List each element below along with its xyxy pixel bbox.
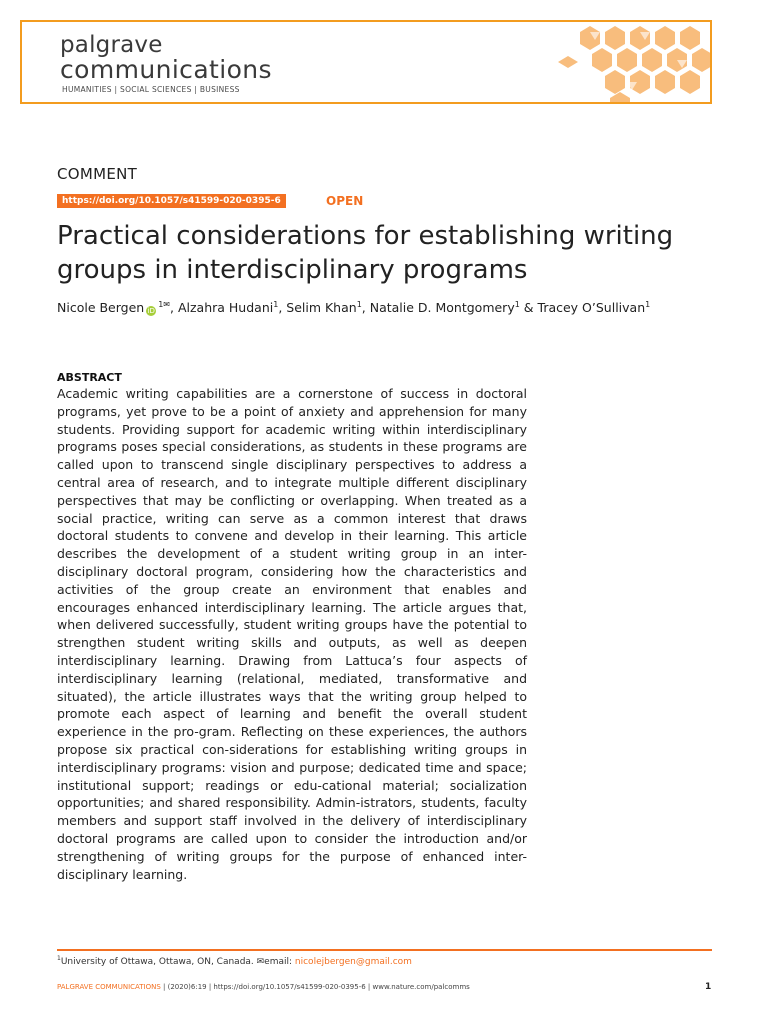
author-affiliation-sup: 1 <box>514 300 520 309</box>
brand-tagline: HUMANITIES | SOCIAL SCIENCES | BUSINESS <box>62 85 240 94</box>
author-list <box>57 300 650 316</box>
author-affiliation-sup: 1✉ <box>158 300 171 309</box>
email-link[interactable]: nicolejbergen@gmail.com <box>294 957 412 967</box>
page-number: 1 <box>705 982 712 992</box>
hexagon-pattern-icon <box>550 22 710 104</box>
doi-link[interactable]: https://doi.org/10.1057/s41599-020-0395-6 <box>57 194 286 208</box>
author-name[interactable]: , Selim Khan <box>278 300 357 316</box>
journal-name: PALGRAVE COMMUNICATIONS <box>57 983 161 991</box>
orcid-icon[interactable]: iD <box>147 307 155 316</box>
author-affiliation-sup: 1 <box>273 300 279 309</box>
abstract-heading: ABSTRACT <box>57 371 122 384</box>
abstract-text: Academic writing capabilities are a cornerstone of success in doctoral programs, yet prove to be a point of anxiety and apprehension for many students. Providing support for academic writing within interdisciplinary programs poses special considerations, as students in these programs are called upon to transcend single disciplinary perspectives to address a central area of research, and to integrate multiple different disciplinary perspectives that may be conflicting or overlapping. When treated as a social practice, writing can serve as a common interest that draws doctoral students to convene and develop in their learning. This article describes the development of a student writing group in an inter-disciplinary doctoral program, considering how the characteristics and activities of the group create an environment that enables and encourages enhanced interdisciplinary learning. The article argues that, when delivered successfully, student writing groups have the potential to strengthen student writing skills and outputs, as well as deepen interdisciplinary learning. Drawing from Lattuca’s four aspects of interdisciplinary learning (relational, mediated, transformative and situated), the article illustrates ways that the writing group helped to promote each aspect of learning and benefit the overall student experience in the pro-gram. Reflecting on these experiences, the authors propose six practical con-siderations for establishing writing groups in interdisciplinary programs: vision and purpose; dedicated time and space; institutional support; readings or edu-cational material; socialization opportunities; and shared responsibility. Admin-istrators, students, faculty members and support staff involved in the delivery of interdisciplinary doctoral programs are called upon to consider the introduction and/or strengthening of writing groups for the purpose of enhanced inter-disciplinary learning. <box>57 386 527 882</box>
brand-name-line2: communications <box>60 55 272 84</box>
brand-name-line1: palgrave <box>60 32 163 58</box>
page-footer <box>57 983 470 991</box>
author-name[interactable]: , Alzahra Hudani <box>170 300 274 316</box>
author-affiliation-sup: 1 <box>356 300 362 309</box>
article-title: Practical considerations for establishing writing groups in interdisciplinary programs <box>57 221 674 285</box>
author-name[interactable]: & Tracey O’Sullivan <box>519 300 646 316</box>
affiliation-footnote <box>57 955 412 967</box>
author-name[interactable]: Nicole Bergen <box>57 300 145 316</box>
open-access-badge: OPEN <box>326 194 364 208</box>
footnote-divider <box>57 949 712 951</box>
article-type: COMMENT <box>57 165 138 183</box>
journal-header <box>20 20 712 104</box>
footnote-sup: 1 <box>57 955 61 962</box>
affiliation-text: University of Ottawa, Ottawa, ON, Canada. ✉email: <box>60 957 295 967</box>
author-name[interactable]: , Natalie D. Montgomery <box>361 300 515 316</box>
author-affiliation-sup: 1 <box>645 300 651 309</box>
citation-text: | (2020)6:19 | https://doi.org/10.1057/s41599-020-0395-6 | www.nature.com/palcomms <box>160 983 470 991</box>
